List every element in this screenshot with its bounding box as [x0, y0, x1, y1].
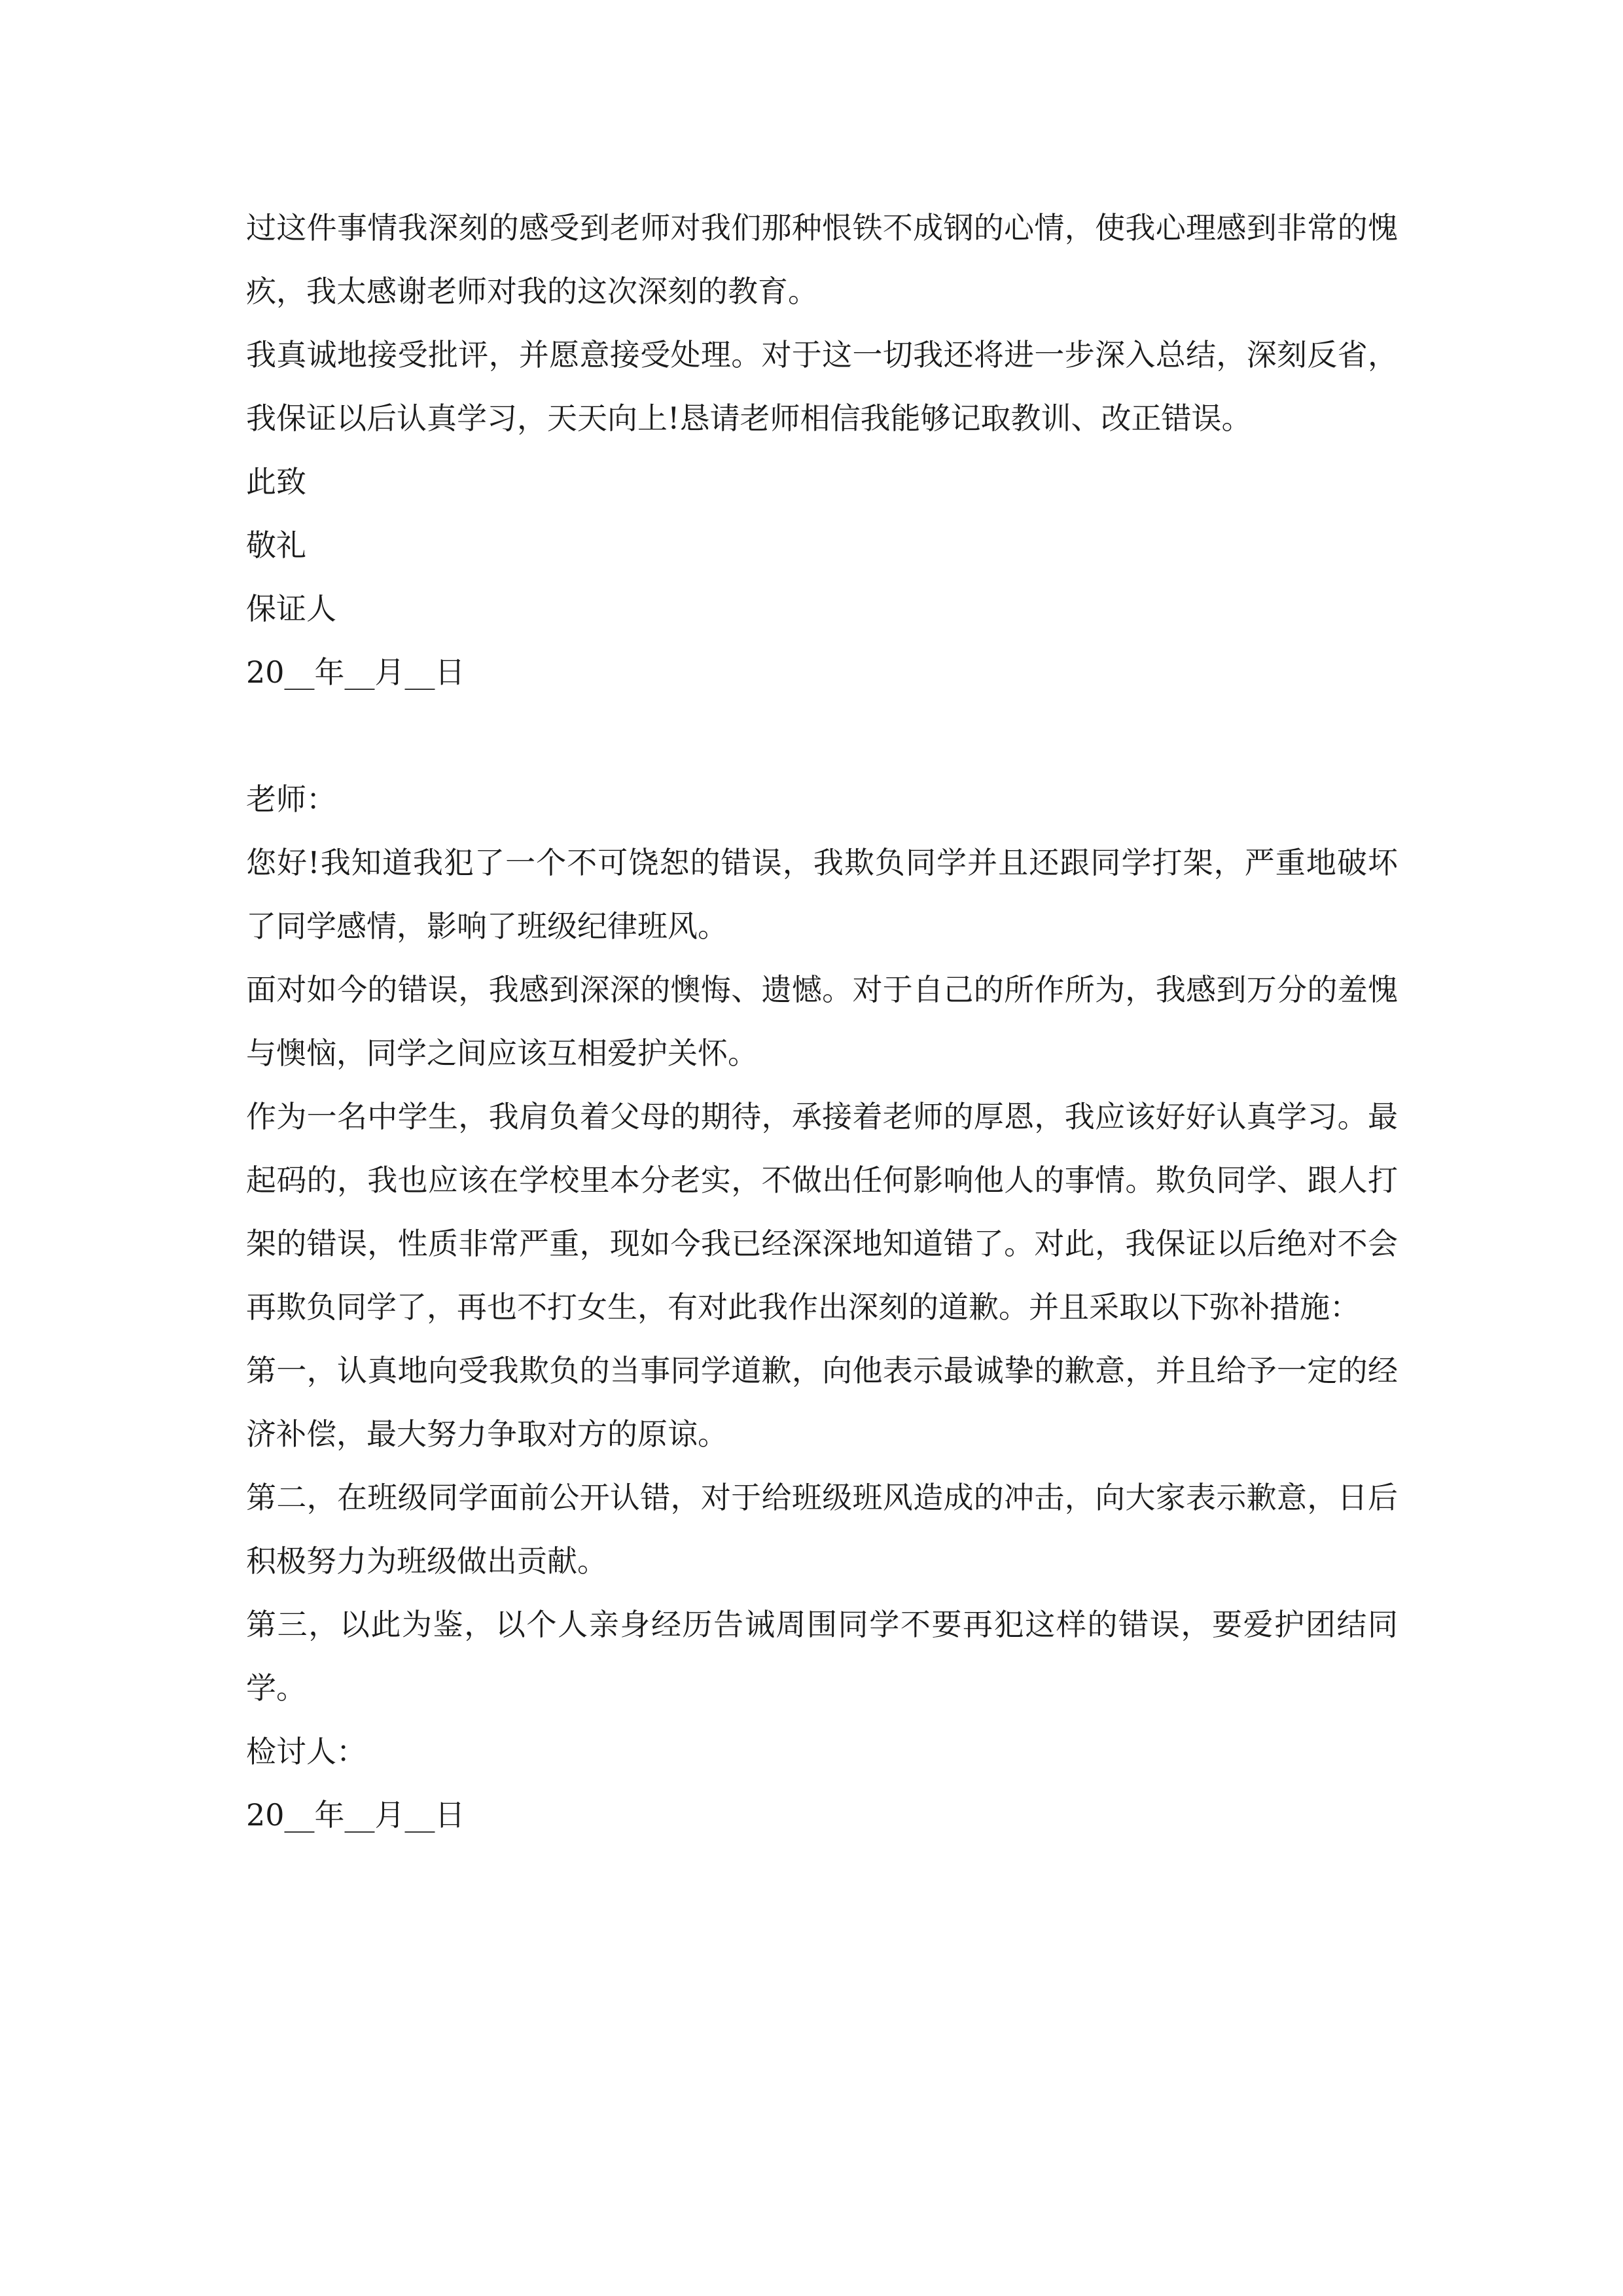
- date-line: 20__年__月__日: [246, 655, 465, 690]
- paragraph: 第一，认真地向受我欺负的当事同学道歉，向他表示最诚挚的歉意，并且给予一定的经济补偿，最大努力争取对方的原谅。: [246, 1353, 1398, 1452]
- section-gap: [246, 704, 1398, 768]
- paragraph: 您好!我知道我犯了一个不可饶恕的错误，我欺负同学并且还跟同学打架，严重地破坏了同学感情，影响了班级纪律班风。: [246, 845, 1398, 944]
- paragraph: 作为一名中学生，我肩负着父母的期待，承接着老师的厚恩，我应该好好认真学习。最起码的，我也应该在学校里本分老实，不做出任何影响他人的事情。欺负同学、跟人打架的错误，性质非常严重，现如今我已经深深地知道错了。对此，我保证以后绝对不会再欺负同学了，再也不打女生，有对此我作出深刻的道歉。并且采取以下弥补措施：: [246, 1099, 1398, 1325]
- paragraph: 第三，以此为鉴，以个人亲身经历告诫周围同学不要再犯这样的错误，要爱护团结同学。: [246, 1607, 1398, 1706]
- paragraph: 第二，在班级同学面前公开认错，对于给班级班风造成的冲击，向大家表示歉意，日后积极努力为班级做出贡献。: [246, 1480, 1398, 1579]
- paragraph: 面对如今的错误，我感到深深的懊悔、遗憾。对于自己的所作所为，我感到万分的羞愧与懊恼，同学之间应该互相爱护关怀。: [246, 972, 1398, 1071]
- date-line: 20__年__月__日: [246, 1797, 465, 1833]
- document-body: [246, 196, 1398, 1847]
- closing-line: 此致: [246, 464, 306, 499]
- paragraph: 我真诚地接受批评，并愿意接受处理。对于这一切我还将进一步深入总结，深刻反省，我保证以后认真学习，天天向上!恳请老师相信我能够记取教训、改正错误。: [246, 337, 1398, 436]
- paragraph: 过这件事情我深刻的感受到老师对我们那种恨铁不成钢的心情，使我心理感到非常的愧疚，我太感谢老师对我的这次深刻的教育。: [246, 210, 1398, 309]
- signer-label: 保证人: [246, 591, 336, 626]
- salutation: 老师：: [246, 781, 336, 817]
- signer-label: 检讨人：: [246, 1734, 366, 1769]
- closing-line: 敬礼: [246, 528, 306, 563]
